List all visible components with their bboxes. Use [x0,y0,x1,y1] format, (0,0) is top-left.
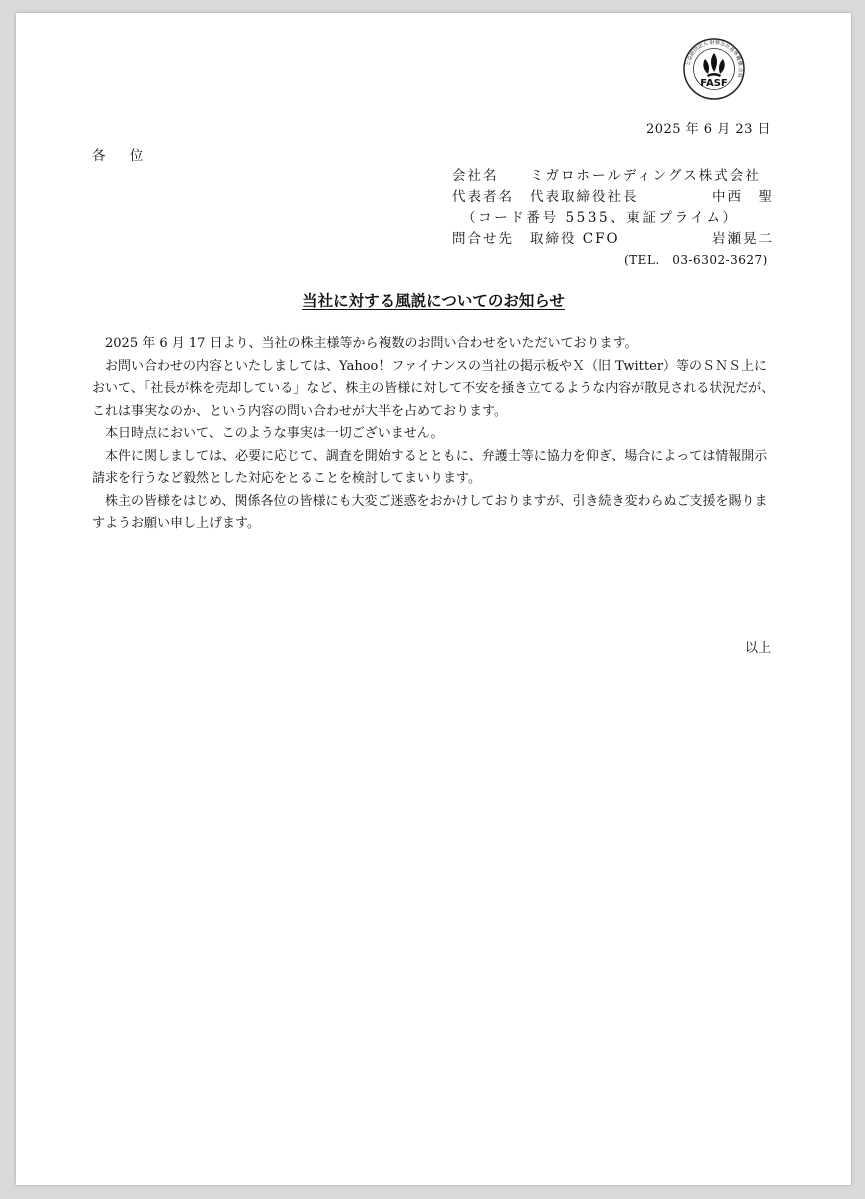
closing-mark: 以上 [744,641,771,656]
stock-code-line: （コード番号 5535、東証プライム） [462,210,739,226]
representative-title: 代表取締役社長 [530,189,639,205]
document-date: 2025 年 6 月 23 日 [645,122,771,137]
contact-telephone: (TEL. 03-6302-3627) [624,253,768,267]
addressee: 各 位 [92,148,154,164]
fasf-logo [683,38,745,100]
representative-row [452,187,774,208]
company-info-block [452,166,774,271]
logo-ring-text: 公益財団法人 財務会計基準機構 会員 [685,39,744,79]
contact-label: 問合せ先 [452,231,514,247]
representative-label: 代表者名 [452,189,514,205]
contact-name: 岩瀬晃二 [712,231,774,247]
document-title-text: 当社に対する風説についてのお知らせ [302,292,565,310]
contact-title: 取締役 CFO [530,231,620,247]
body-paragraph: 本日時点において、このような事実は一切ございません。 [105,426,444,441]
document-body [92,333,777,536]
logo-label: FASF [700,78,728,89]
company-name-row [452,166,774,187]
company-name-label: 会社名 [452,168,499,184]
body-paragraph: 2025 年 6 月 17 日より、当社の株主様等から複数のお問い合わせをいただいております。 [105,336,638,351]
body-paragraph: お問い合わせの内容といたしましては、Yahoo！ファイナンスの当社の掲示板やＸ（旧 Twitter）等のＳＮＳ上において、「社長が株を売却している」など、株主の皆様に対して不安を掻き立てるような内容が散見される状況だが、これは事実なのか、という内容の問い合わせが大半を占めております。 [92,358,775,419]
body-paragraph: 本件に関しましては、必要に応じて、調査を開始するとともに、弁護士等に協力を仰ぎ、場合によっては情報開示請求を行うなど毅然とした対応をとることを検討してまいります。 [92,448,768,486]
company-name-value: ミガロホールディングス株式会社 [530,168,761,184]
document-title [16,289,851,311]
representative-name: 中西 聖 [712,189,774,205]
contact-row [452,229,774,250]
body-paragraph: 株主の皆様をはじめ、関係各位の皆様にも大変ご迷惑をおかけしておりますが、引き続き変わらぬご支援を賜りますようお願い申し上げます。 [92,493,768,531]
document-page [16,13,851,1185]
